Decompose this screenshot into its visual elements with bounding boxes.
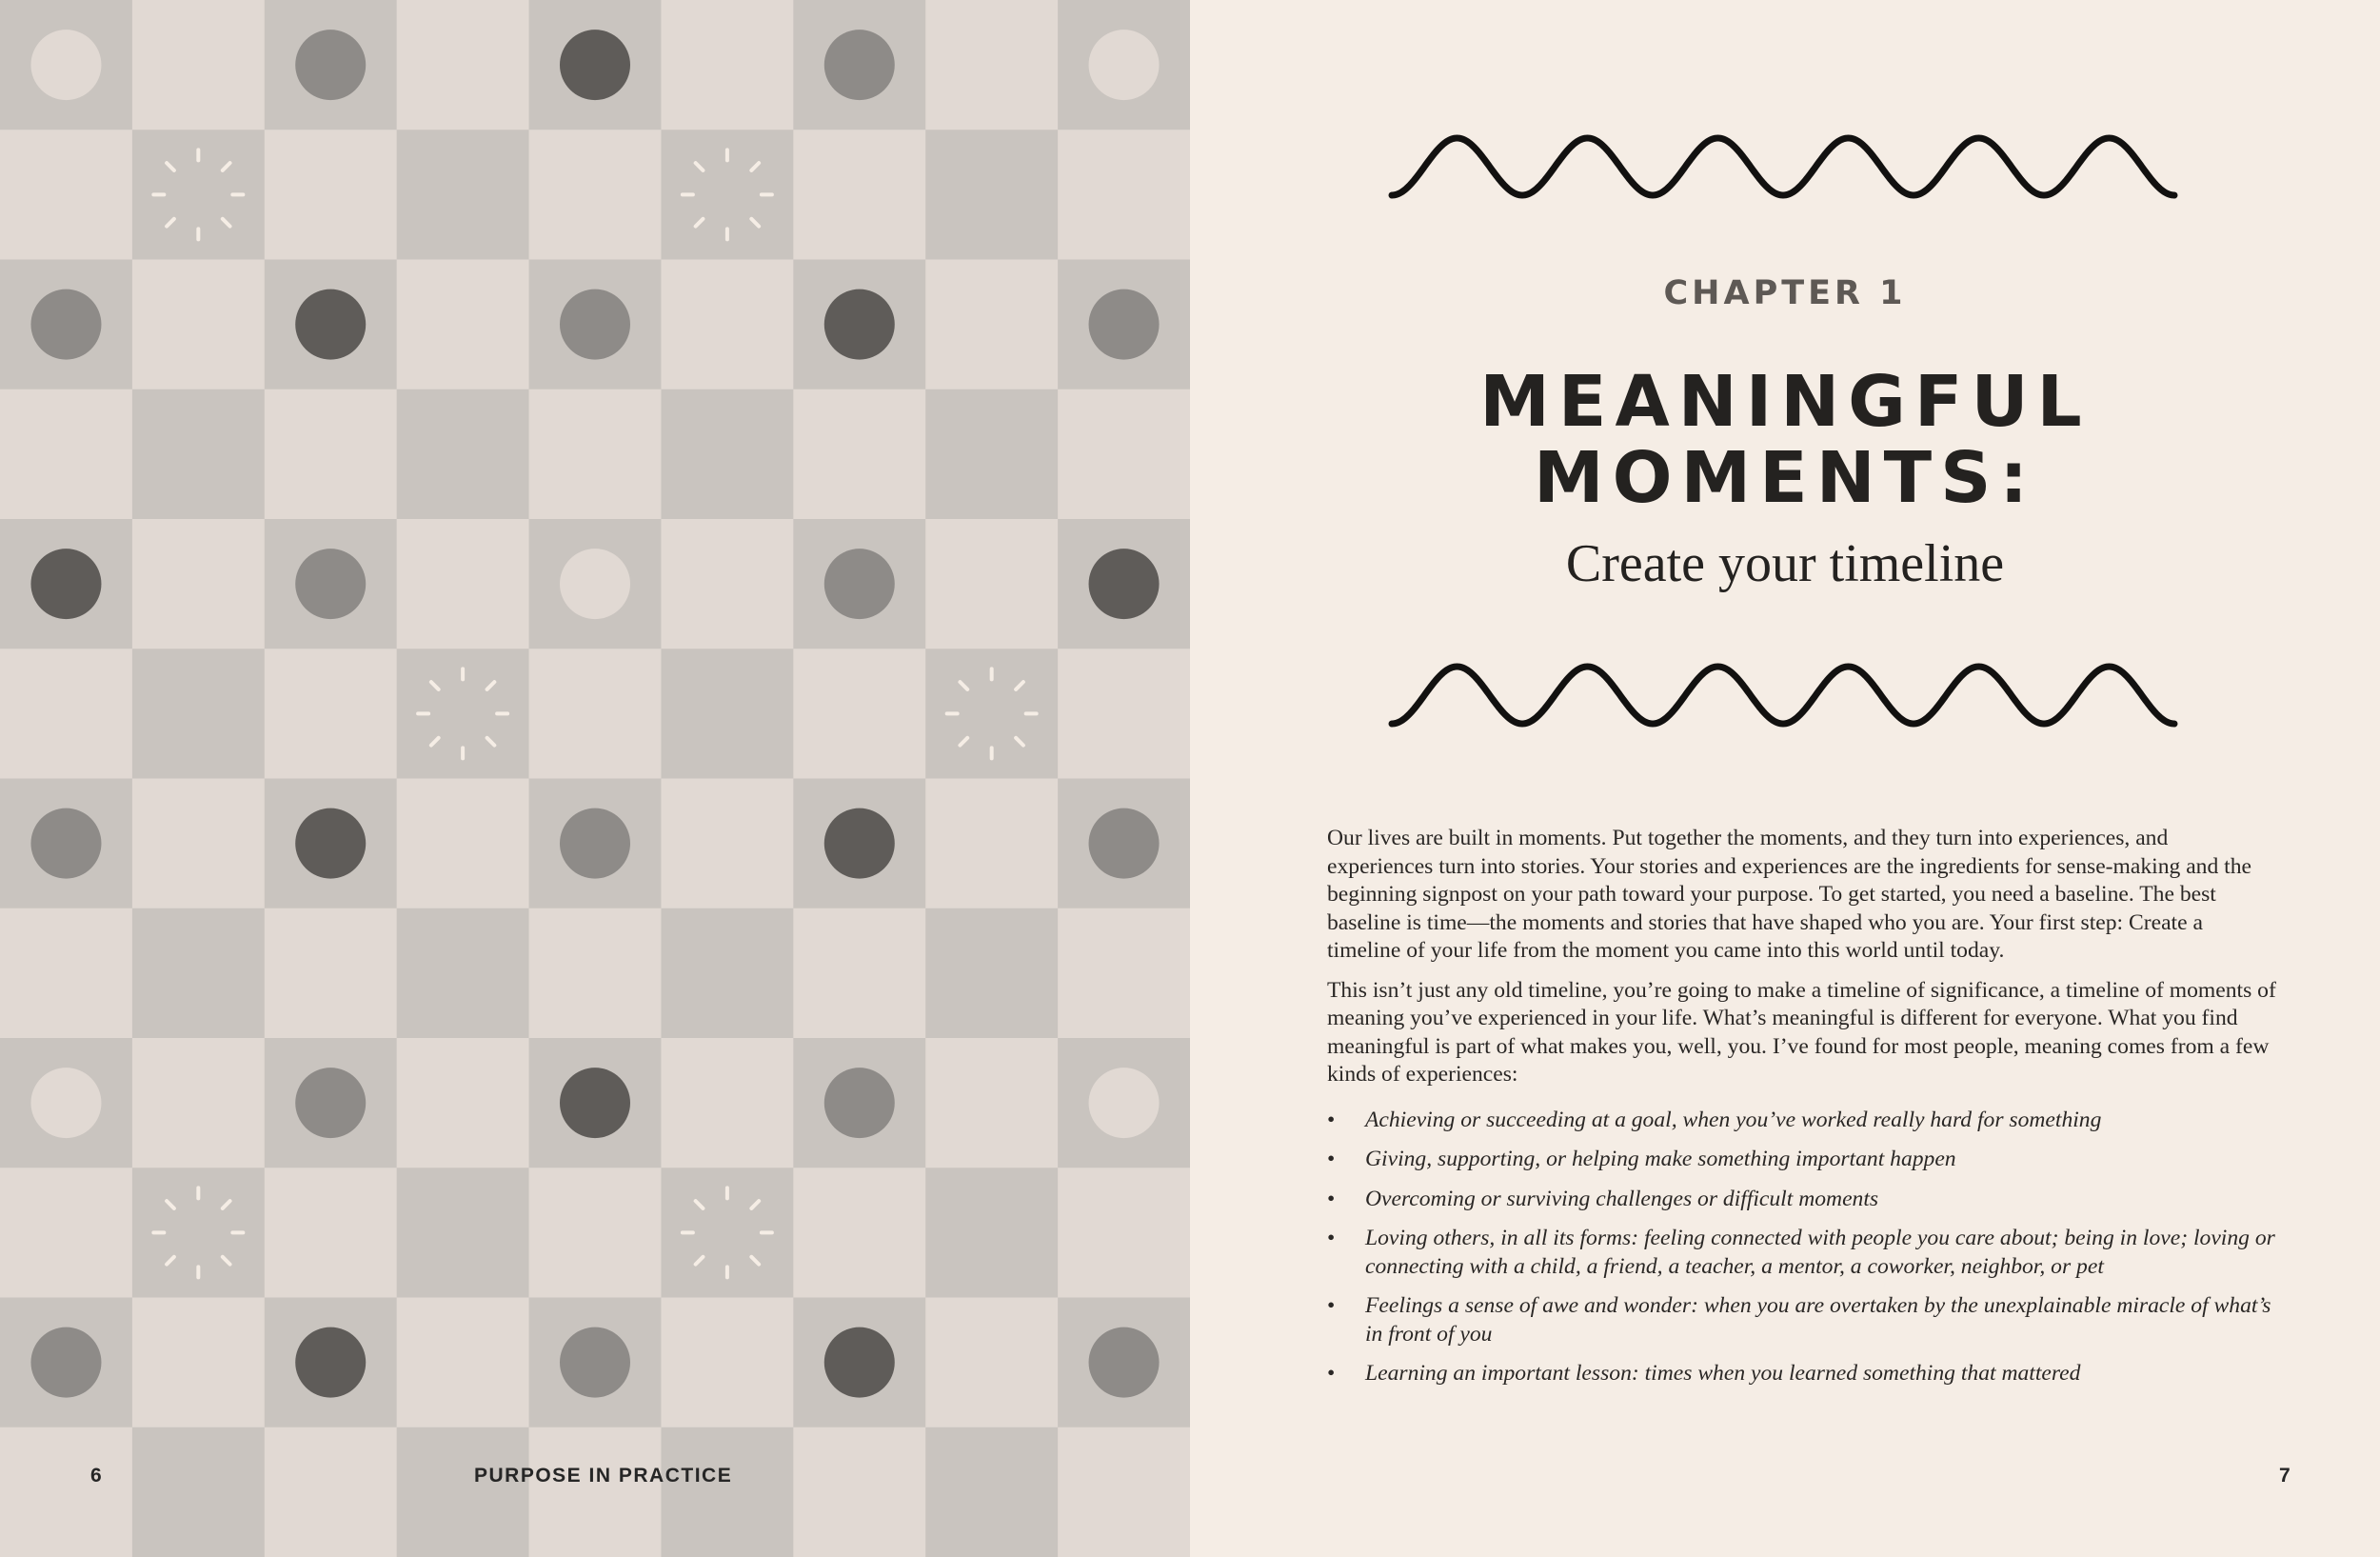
pattern-square xyxy=(132,908,265,1039)
mid-dot-icon xyxy=(560,1327,630,1398)
mid-dot-icon xyxy=(560,289,630,360)
pattern-square xyxy=(925,779,1058,909)
body-paragraph-2: This isn’t just any old timeline, you’re going to make a timeline of significance, a timeline of moments of meaning you’ve experienced in your life. What’s meaningful is different for everyone. What you find meaningful is part of what makes you, well, you. I’ve found for most people, meaning comes from a few kinds of experiences: xyxy=(1327,977,2276,1087)
pattern-square xyxy=(1058,130,1190,260)
light-dot-icon xyxy=(1089,1068,1160,1138)
dark-dot-icon xyxy=(824,808,895,879)
pattern-square xyxy=(132,1298,265,1428)
list-item: • Loving others, in all its forms: feeling connected with people you care about; being in love; loving or connecting with a child, a friend, a teacher, a mentor, a coworker, neighbor, or pet xyxy=(1327,1225,2279,1281)
pattern-square xyxy=(397,1298,529,1428)
pattern-square xyxy=(1058,908,1190,1039)
pattern-square xyxy=(132,0,265,130)
pattern-square xyxy=(925,389,1058,520)
mid-dot-icon xyxy=(1089,808,1160,879)
pattern-square xyxy=(925,1038,1058,1168)
light-dot-icon xyxy=(30,1068,101,1138)
pattern-square xyxy=(0,1427,132,1557)
light-dot-icon xyxy=(1089,30,1160,100)
pattern-square xyxy=(661,1427,793,1557)
pattern-square xyxy=(132,649,265,779)
light-dot-icon xyxy=(30,30,101,100)
pattern-square xyxy=(529,389,662,520)
pattern-square xyxy=(661,260,793,390)
pattern-square xyxy=(529,1168,662,1298)
mid-dot-icon xyxy=(30,289,101,360)
mid-dot-icon xyxy=(560,808,630,879)
pattern-square xyxy=(397,908,529,1039)
pattern-square xyxy=(1058,1168,1190,1298)
pattern-square xyxy=(661,649,793,779)
mid-dot-icon xyxy=(295,30,366,100)
pattern-square xyxy=(265,1427,397,1557)
pattern-square xyxy=(925,260,1058,390)
list-item: • Learning an important lesson: times when you learned something that mattered xyxy=(1327,1360,2279,1388)
pattern-square xyxy=(925,1168,1058,1298)
pattern-square xyxy=(397,1168,529,1298)
pattern-square xyxy=(265,1168,397,1298)
pattern-square xyxy=(0,1168,132,1298)
pattern-square xyxy=(925,908,1058,1039)
mid-dot-icon xyxy=(1089,289,1160,360)
running-head: PURPOSE IN PRACTICE xyxy=(474,1465,733,1487)
pattern-square xyxy=(661,1298,793,1428)
pattern-square xyxy=(661,519,793,649)
chapter-title-line-1: MEANINGFUL xyxy=(1479,361,2091,443)
pattern-square xyxy=(397,130,529,260)
dark-dot-icon xyxy=(1089,549,1160,619)
wavy-line-icon xyxy=(1388,657,2178,733)
pattern-square xyxy=(0,908,132,1039)
pattern-square xyxy=(132,519,265,649)
list-item: • Overcoming or surviving challenges or difficult moments xyxy=(1327,1186,2279,1214)
chapter-title-line-2: MOMENTS: xyxy=(1533,437,2037,519)
pattern-square xyxy=(793,1427,925,1557)
pattern-square xyxy=(925,130,1058,260)
pattern-square xyxy=(132,389,265,520)
pattern-square xyxy=(397,519,529,649)
pattern-square xyxy=(265,649,397,779)
wavy-line-icon xyxy=(1388,129,2178,205)
mid-dot-icon xyxy=(295,549,366,619)
right-page xyxy=(1190,0,2380,1557)
page-number-left: 6 xyxy=(90,1465,104,1487)
page-number-right: 7 xyxy=(2279,1465,2292,1487)
pattern-square xyxy=(132,779,265,909)
dark-dot-icon xyxy=(295,1327,366,1398)
pattern-square xyxy=(265,908,397,1039)
light-dot-icon xyxy=(560,549,630,619)
pattern-square xyxy=(1058,1427,1190,1557)
experience-list xyxy=(1327,1107,2279,1388)
pattern-square xyxy=(397,779,529,909)
pattern-square xyxy=(661,389,793,520)
mid-dot-icon xyxy=(824,549,895,619)
pattern-square xyxy=(397,260,529,390)
mid-dot-icon xyxy=(30,808,101,879)
dark-dot-icon xyxy=(30,549,101,619)
pattern-square xyxy=(0,130,132,260)
pattern-square xyxy=(661,908,793,1039)
pattern-square xyxy=(1058,649,1190,779)
pattern-square xyxy=(661,0,793,130)
pattern-square xyxy=(925,0,1058,130)
dark-dot-icon xyxy=(560,30,630,100)
pattern-square xyxy=(529,130,662,260)
pattern-square xyxy=(529,649,662,779)
pattern-square xyxy=(793,649,925,779)
pattern-square xyxy=(793,389,925,520)
mid-dot-icon xyxy=(824,1068,895,1138)
pattern-square xyxy=(793,908,925,1039)
dark-dot-icon xyxy=(824,289,895,360)
pattern-square xyxy=(0,389,132,520)
pattern-square xyxy=(132,1038,265,1168)
pattern-square xyxy=(397,1427,529,1557)
pattern-square xyxy=(0,649,132,779)
pattern-square xyxy=(132,260,265,390)
pattern-square xyxy=(661,779,793,909)
pattern-square xyxy=(397,0,529,130)
pattern-square xyxy=(925,1298,1058,1428)
dark-dot-icon xyxy=(560,1068,630,1138)
pattern-square xyxy=(265,389,397,520)
body-text xyxy=(1327,825,2279,1400)
pattern-square xyxy=(529,1427,662,1557)
pattern-square xyxy=(265,130,397,260)
list-item: • Giving, supporting, or helping make something important happen xyxy=(1327,1146,2279,1174)
pattern-square xyxy=(529,908,662,1039)
dark-dot-icon xyxy=(295,808,366,879)
pattern-square xyxy=(925,519,1058,649)
pattern-square xyxy=(132,1427,265,1557)
pattern-square xyxy=(397,1038,529,1168)
pattern-square xyxy=(793,130,925,260)
chapter-subtitle: Create your timeline xyxy=(1565,534,2005,593)
mid-dot-icon xyxy=(824,30,895,100)
dark-dot-icon xyxy=(295,289,366,360)
dark-dot-icon xyxy=(824,1327,895,1398)
list-item: • Feelings a sense of awe and wonder: when you are overtaken by the unexplainable miracle of what’s in front of you xyxy=(1327,1292,2279,1348)
chapter-label: CHAPTER 1 xyxy=(1663,274,1907,312)
pattern-square xyxy=(793,1168,925,1298)
pattern-square xyxy=(661,1038,793,1168)
mid-dot-icon xyxy=(1089,1327,1160,1398)
body-paragraph-1: Our lives are built in moments. Put together the moments, and they turn into experiences, and experiences turn into stories. Your stories and experiences are the ingredients for sense-making and the beginning signpost on your path toward your purpose. To get started, you need a baseline. The best baseline is time—the moments and stories that have shaped who you are. Your first step: Create a timeline of your life from the moment you came into this world until today. xyxy=(1327,826,2251,963)
mid-dot-icon xyxy=(295,1068,366,1138)
pattern-square xyxy=(397,389,529,520)
mid-dot-icon xyxy=(30,1327,101,1398)
pattern-square xyxy=(1058,389,1190,520)
pattern-square xyxy=(925,1427,1058,1557)
list-item: • Achieving or succeeding at a goal, when you’ve worked really hard for something xyxy=(1327,1107,2279,1135)
